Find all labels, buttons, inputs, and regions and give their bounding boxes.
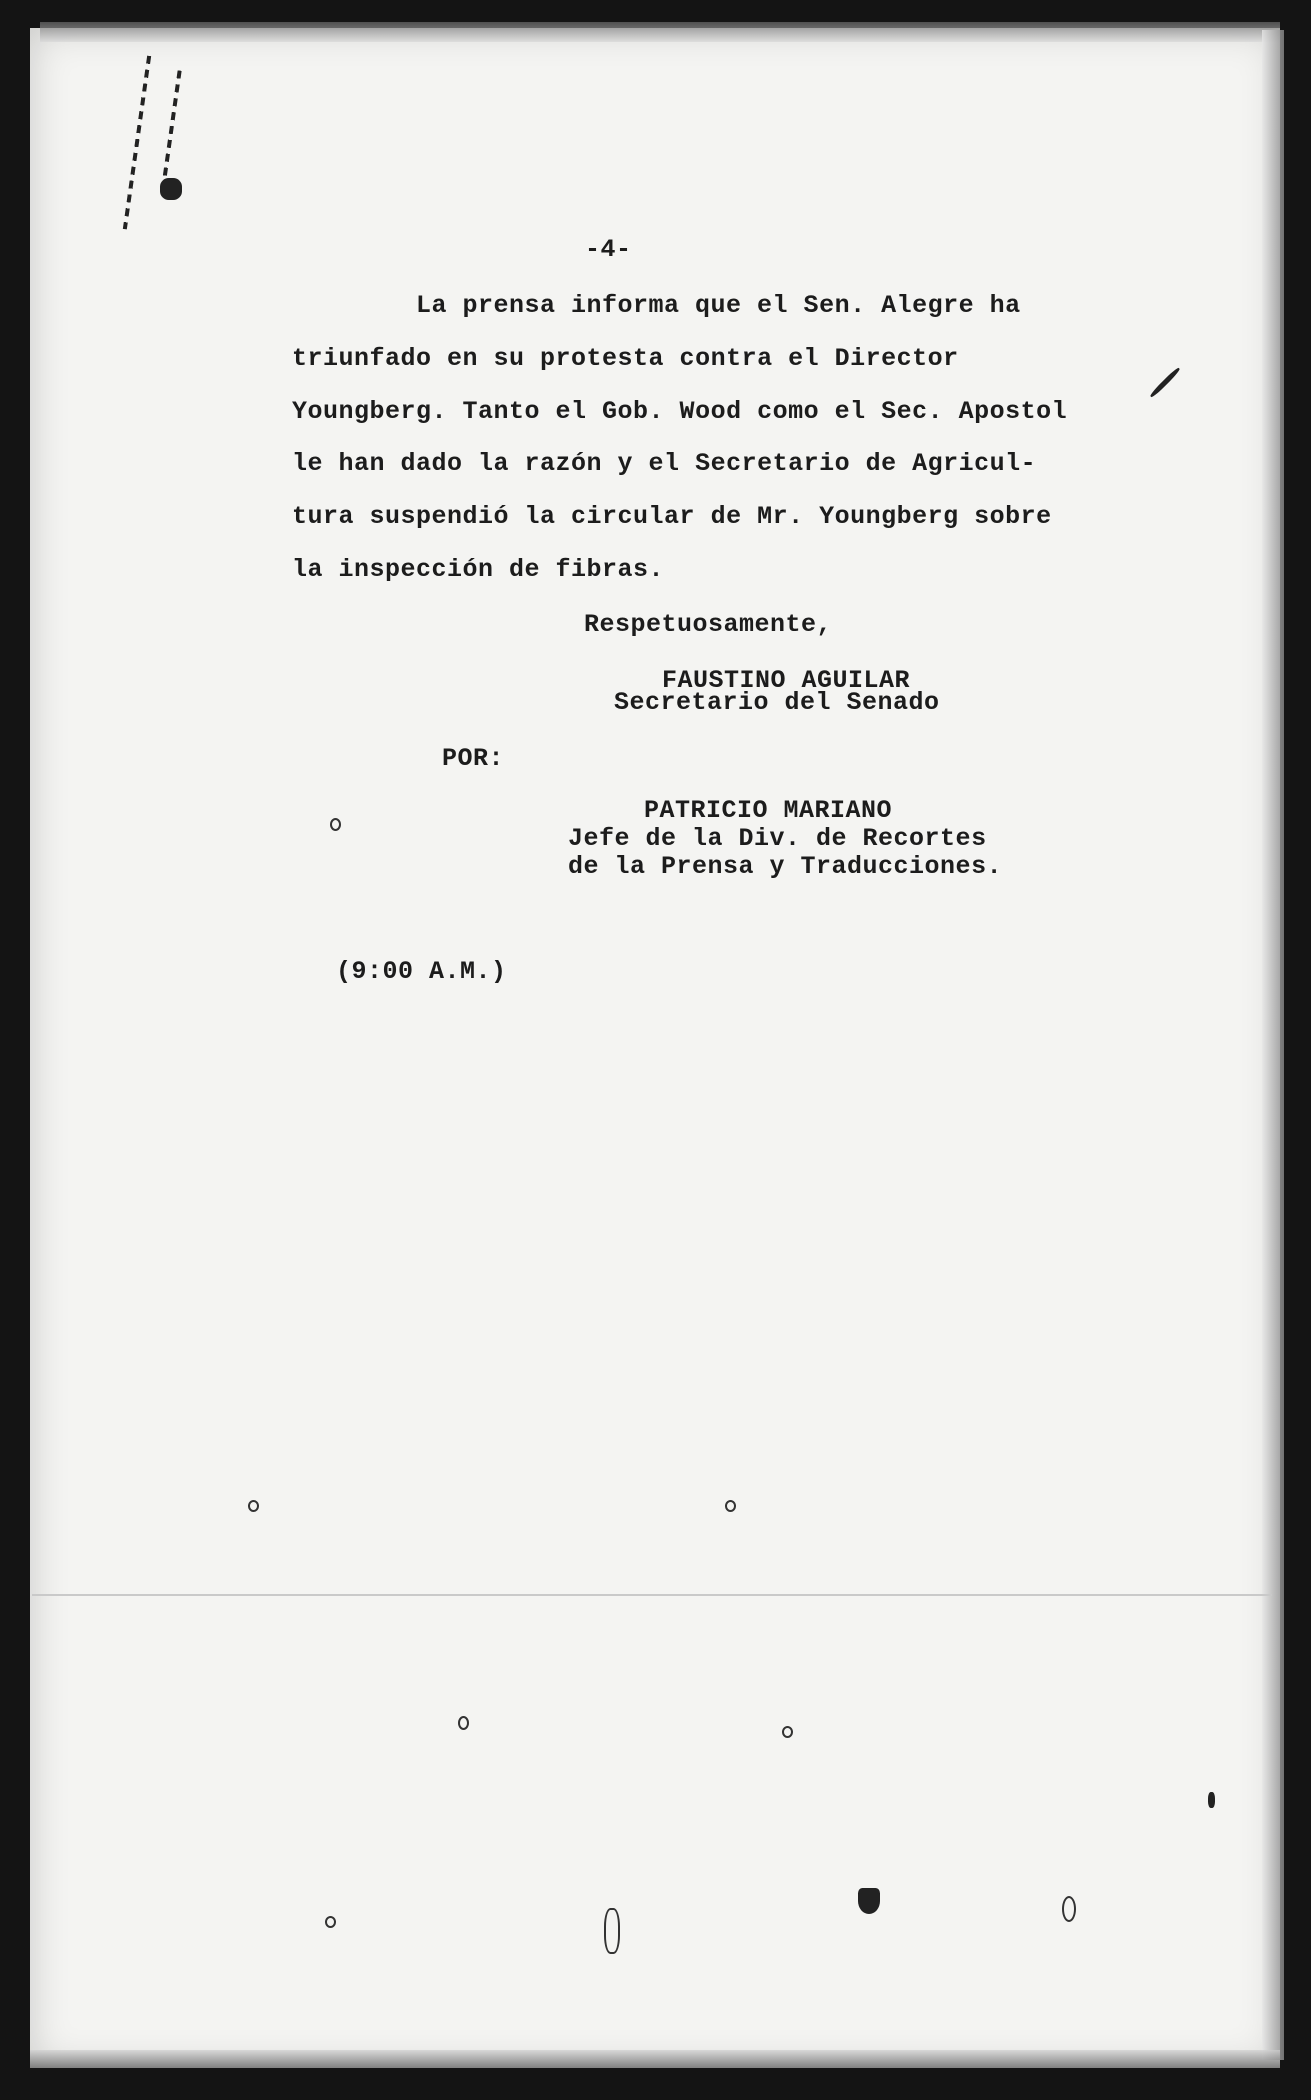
page-number: -4- (585, 235, 632, 264)
paper-blemish (782, 1726, 793, 1738)
paper-blemish (248, 1500, 259, 1512)
delegate-title-line1: Jefe de la Div. de Recortes (568, 824, 987, 853)
paper-blemish (330, 818, 341, 831)
por-label: POR: (442, 744, 505, 773)
closing-salutation: Respetuosamente, (584, 610, 833, 639)
signatory-title: Secretario del Senado (614, 688, 940, 717)
body-line: La prensa informa que el Sen. Alegre ha (416, 291, 1021, 320)
ink-spot-mark (160, 178, 182, 200)
ink-spot-mark (1208, 1792, 1215, 1808)
signatory-name: FAUSTINO AGUILAR (662, 666, 911, 695)
body-line: la inspección de fibras. (292, 555, 665, 584)
paper-blemish (1062, 1896, 1076, 1922)
body-line: triunfado en su protesta contra el Director (292, 344, 959, 373)
paper-bottom-edge (30, 2050, 1280, 2068)
ink-spot-mark (858, 1888, 880, 1914)
paper-top-edge (40, 22, 1280, 42)
paper-blemish (604, 1908, 620, 1954)
delegate-title-line2: de la Prensa y Traducciones. (568, 852, 1003, 881)
time-stamp: (9:00 A.M.) (336, 957, 507, 986)
paper-blemish (458, 1716, 469, 1730)
delegate-name: PATRICIO MARIANO (644, 796, 893, 825)
paper-fold-line (32, 1594, 1272, 1596)
body-line: Youngberg. Tanto el Gob. Wood como el Sec. Apostol (292, 397, 1068, 426)
paper-blemish (725, 1500, 736, 1512)
paper-right-edge (1262, 30, 1284, 2060)
paper-sheet (30, 28, 1280, 2068)
paper-blemish (325, 1916, 336, 1928)
body-line: tura suspendió la circular de Mr. Youngberg sobre (292, 502, 1052, 531)
body-line: le han dado la razón y el Secretario de Agricul- (292, 449, 1037, 478)
